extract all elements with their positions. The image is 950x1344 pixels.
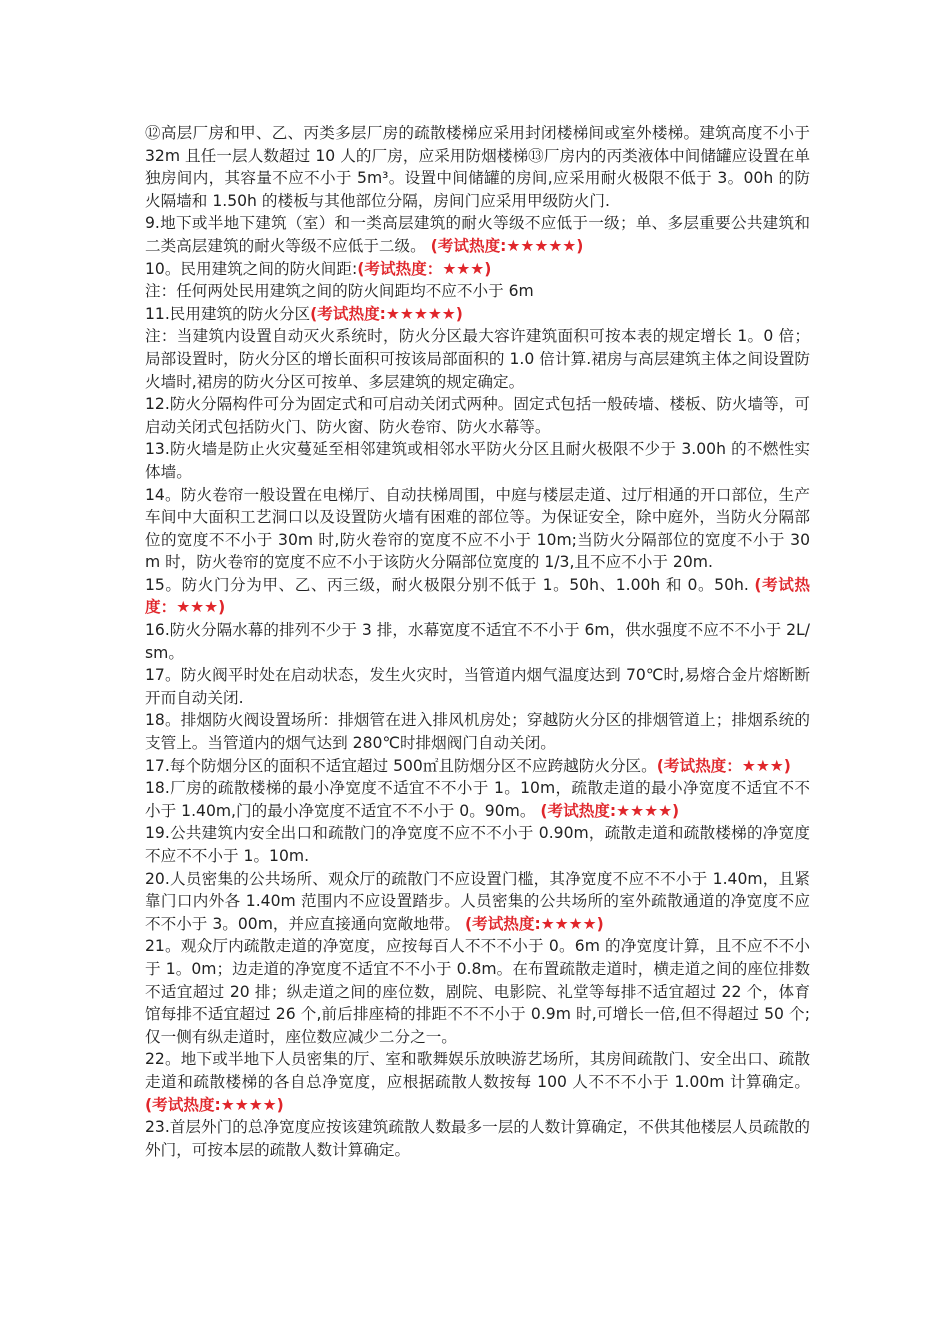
paragraph-text: 14。防火卷帘一般设置在电梯厅、自动扶梯周围，中庭与楼层走道、过厅相通的开口部位，生产车间中大面积工艺洞口以及设置防火墙有困难的部位等。为保证安全，除中庭外，当防火分隔部位的宽度不不小于 30m 时,防火卷帘的宽度不应不小于 10m;当防火分隔部位的宽度不小于 30m 时，防火卷帘的宽度不应不小于该防火分隔部位宽度的 1/3,且不应不小于 20m. [145,485,810,572]
paragraph-text: 17。防火阀平时处在启动状态，发生火灾时，当管道内烟气温度达到 70℃时,易熔合金片熔断断开而自动关闭. [145,666,810,707]
paragraph-13-firewall [145,438,810,483]
exam-heat-badge: (考试热度:★★★★★) [310,304,463,323]
paragraph-23-ground-exits [145,1116,810,1161]
paragraph-11-fire-zones [145,303,810,326]
exam-heat-badge: (考试热度:★★★★) [464,914,604,933]
paragraph-text: 12.防火分隔构件可分为固定式和可启动关闭式两种。固定式包括一般砖墙、楼板、防火墙等，可启动关闭式包括防火门、防火窗、防火卷帘、防火水幕等。 [145,395,810,436]
paragraph-text: 17.每个防烟分区的面积不适宜超过 500㎡且防烟分区不应跨越防火分区。 [145,756,657,775]
paragraph-18-factory-widths [145,777,810,822]
paragraph-20-crowded-places [145,868,810,936]
exam-heat-badge: (考试热度:★★★★★) [430,236,584,255]
exam-heat-badge: (考试热度：★★★) [145,575,810,617]
paragraph-text: 9.地下或半地下建筑（室）和一类高层建筑的耐火等级不应低于一级；单、多层重要公共建筑和二类高层建筑的耐火等级不应低于二级。 [145,214,810,255]
paragraph-17-fire-damper [145,664,810,709]
paragraph-text: 11.民用建筑的防火分区 [145,304,311,323]
paragraph-text: 18。排烟防火阀设置场所：排烟管在进入排风机房处；穿越防火分区的排烟管道上；排烟系统的支管上。当管道内的烟气达到 280℃时排烟阀门自动关闭。 [145,711,810,753]
exam-heat-badge: (考试热度：★★★) [656,756,791,775]
paragraph-14-fire-shutter [145,484,810,574]
paragraph-text: 21。观众厅内疏散走道的净宽度，应按每百人不不不小于 0。6m 的净宽度计算，且不应不不小于 1。0m；边走道的净宽度不适宜不不小于 0.8m。在布置疏散走道时，横走道之间的座位排数不适宜超过 20 排；纵走道之间的座位数，剧院、电影院、礼堂等每排不适宜超过 22 个，体育馆每排不适宜超过 26 个,前后排座椅的排距不不不小于 0.9m 时,可增长一倍,但不得超过 50 个;仅一侧有纵走道时，座位数应减少二分之一。 [145,937,810,1046]
paragraph-21-auditorium [145,935,810,1048]
paragraph-17-smoke-zone [145,755,810,778]
paragraph-10-note [145,280,810,303]
paragraph-15-fire-doors [145,574,810,619]
paragraph-text: 13.防火墙是防止火灾蔓延至相邻建筑或相邻水平防火分区且耐火极限不少于 3.00h 的不燃性实体墙。 [145,440,810,481]
paragraph-16-water-curtain [145,619,810,664]
paragraph-text: 注：任何两处民用建筑之间的防火间距均不应不小于 6m [145,282,534,301]
paragraph-text: 注：当建筑内设置自动灭火系统时，防火分区最大容许建筑面积可按本表的规定增长 1。0 倍；局部设置时，防火分区的增长面积可按该局部面积的 1.0 倍计算.裙房与高层建筑主体之间设置防火墙时,裙房的防火分区可按单、多层建筑的规定确定。 [145,327,810,391]
paragraph-19-public-exits [145,822,810,867]
paragraph-10-fire-spacing [145,258,810,281]
paragraph-text: 20.人员密集的公共场所、观众厅的疏散门不应设置门槛，其净宽度不应不不小于 1.40m，且紧靠门口内外各 1.40m 范围内不应设置踏步。人员密集的公共场所的室外疏散通道的净宽度不应不不小于 3。00m，并应直接通向宽敞地带。 [145,869,810,933]
paragraph-text: 18.厂房的疏散楼梯的最小净宽度不适宜不不小于 1。10m，疏散走道的最小净宽度不适宜不不小于 1.40m,门的最小净宽度不适宜不不小于 0。90m。 [145,779,810,820]
paragraph-22-underground [145,1048,810,1116]
exam-heat-badge: (考试热度:★★★★) [145,1095,284,1114]
paragraph-12-separation [145,393,810,438]
paragraph-18-smoke-damper [145,709,810,754]
exam-heat-badge: (考试热度：★★★) [357,259,492,278]
paragraph-text: 16.防火分隔水幕的排列不少于 3 排，水幕宽度不适宜不不小于 6m，供水强度不应不不小于 2L/sm。 [145,621,810,662]
paragraph-12-13-factory-stairs [145,122,810,212]
paragraph-text: 23.首层外门的总净宽度应按该建筑疏散人数最多一层的人数计算确定，不供其他楼层人员疏散的外门，可按本层的疏散人数计算确定。 [145,1118,810,1159]
paragraph-text: 19.公共建筑内安全出口和疏散门的净宽度不应不不小于 0.90m，疏散走道和疏散楼梯的净宽度不应不不小于 1。10m. [145,824,810,865]
paragraph-9-fire-rating [145,212,810,257]
paragraph-text: ⑫高层厂房和甲、乙、丙类多层厂房的疏散楼梯应采用封闭楼梯间或室外楼梯。建筑高度不小于 32m 且任一层人数超过 10 人的厂房，应采用防烟楼梯⑬厂房内的丙类液体中间储罐应设置在单独房间内，其容量不应不小于 5m³。设置中间储罐的房间,应采用耐火极限不低于 3。00h 的防火隔墙和 1.50h 的楼板与其他部位分隔，房间门应采用甲级防火门. [145,124,810,210]
paragraph-11-note [145,325,810,393]
paragraph-text: 10。民用建筑之间的防火间距: [145,259,358,278]
paragraph-text: 22。地下或半地下人员密集的厅、室和歌舞娱乐放映游艺场所，其房间疏散门、安全出口、疏散走道和疏散楼梯的各自总净宽度，应根据疏散人数按每 100 人不不不小于 1.00m 计算确定。 [145,1050,810,1091]
exam-heat-badge: (考试热度:★★★★) [540,801,680,820]
paragraph-text: 15。防火门分为甲、乙、丙三级，耐火极限分别不低于 1。50h、1.00h 和 0。50h. [145,575,755,594]
